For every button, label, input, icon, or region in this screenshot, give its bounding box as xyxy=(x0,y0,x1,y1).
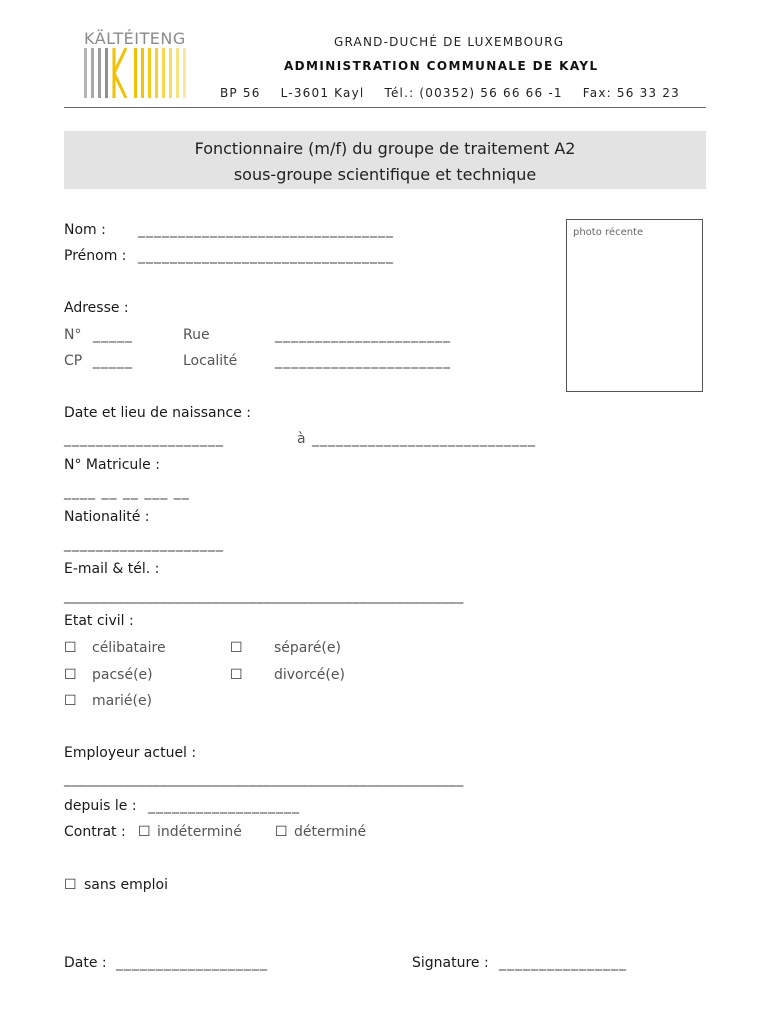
signature-label: Signature : xyxy=(412,955,489,971)
sans-emploi-label: sans emploi xyxy=(84,877,168,893)
cp-field[interactable]: _____ xyxy=(93,353,133,369)
signature-field[interactable]: ________________ xyxy=(499,955,627,971)
localite-field[interactable]: ______________________ xyxy=(275,353,451,369)
header-divider xyxy=(64,107,706,108)
marie-label: marié(e) xyxy=(92,693,153,709)
matricule-label: N° Matricule : xyxy=(64,457,160,473)
depuis-label: depuis le : xyxy=(64,798,137,814)
prenom-label: Prénom : xyxy=(64,248,127,264)
email-field[interactable]: ______________________________________________________ xyxy=(64,588,464,604)
indetermine-label: indéterminé xyxy=(157,824,242,840)
rue-label: Rue xyxy=(183,327,210,343)
logo-text: KÄLTÉITENG xyxy=(84,29,186,48)
nom-label: Nom : xyxy=(64,222,106,238)
checkbox-marie[interactable]: ☐ xyxy=(64,693,77,709)
country-heading: GRAND-DUCHÉ DE LUXEMBOURG xyxy=(334,35,565,49)
nom-field[interactable]: ________________________________ xyxy=(138,222,394,238)
contact-line: BP 56 L-3601 Kayl Tél.: (00352) 56 66 66 -1 Fax: 56 33 23 xyxy=(220,86,680,100)
numero-label: N° xyxy=(64,327,82,343)
naissance-date-field[interactable]: ____________________ xyxy=(64,431,224,447)
nationalite-field[interactable]: ____________________ xyxy=(64,536,224,552)
photo-label: photo récente xyxy=(573,227,644,238)
divorce-label: divorcé(e) xyxy=(274,667,345,683)
celibataire-label: célibataire xyxy=(92,640,166,656)
checkbox-celibataire[interactable]: ☐ xyxy=(64,640,77,656)
photo-box xyxy=(566,219,703,392)
naissance-lieu-field[interactable]: ____________________________ xyxy=(312,431,536,447)
checkbox-determine[interactable]: ☐ xyxy=(275,824,288,840)
date-label: Date : xyxy=(64,955,107,971)
title-banner xyxy=(64,131,706,189)
pacse-label: pacsé(e) xyxy=(92,667,153,683)
separe-label: séparé(e) xyxy=(274,640,341,656)
naissance-a: à xyxy=(297,431,306,447)
prenom-field[interactable]: ________________________________ xyxy=(138,248,394,264)
determine-label: déterminé xyxy=(294,824,367,840)
checkbox-divorce[interactable]: ☐ xyxy=(230,667,243,683)
checkbox-sans-emploi[interactable]: ☐ xyxy=(64,877,77,893)
localite-label: Localité xyxy=(183,353,238,369)
rue-field[interactable]: ______________________ xyxy=(275,327,451,343)
employeur-field[interactable]: ______________________________________________________ xyxy=(64,771,464,787)
matricule-field[interactable]: ____ __ __ ___ __ xyxy=(64,484,190,500)
numero-field[interactable]: _____ xyxy=(93,327,133,343)
checkbox-separe[interactable]: ☐ xyxy=(230,640,243,656)
employeur-label: Employeur actuel : xyxy=(64,745,197,761)
administration-heading: ADMINISTRATION COMMUNALE DE KAYL xyxy=(284,59,599,73)
naissance-label: Date et lieu de naissance : xyxy=(64,405,251,421)
title-line-1: Fonctionnaire (m/f) du groupe de traitement A2 xyxy=(194,139,576,158)
date-field[interactable]: ___________________ xyxy=(116,955,268,971)
contrat-label: Contrat : xyxy=(64,824,126,840)
checkbox-indetermine[interactable]: ☐ xyxy=(138,824,151,840)
adresse-label: Adresse : xyxy=(64,300,129,316)
email-label: E-mail & tél. : xyxy=(64,561,160,577)
cp-label: CP xyxy=(64,353,83,369)
depuis-field[interactable]: ___________________ xyxy=(148,798,300,814)
etat-civil-label: Etat civil : xyxy=(64,613,134,629)
title-line-2: sous-groupe scientifique et technique xyxy=(233,165,537,184)
commune-logo xyxy=(84,48,194,98)
nationalite-label: Nationalité : xyxy=(64,509,150,525)
checkbox-pacse[interactable]: ☐ xyxy=(64,667,77,683)
